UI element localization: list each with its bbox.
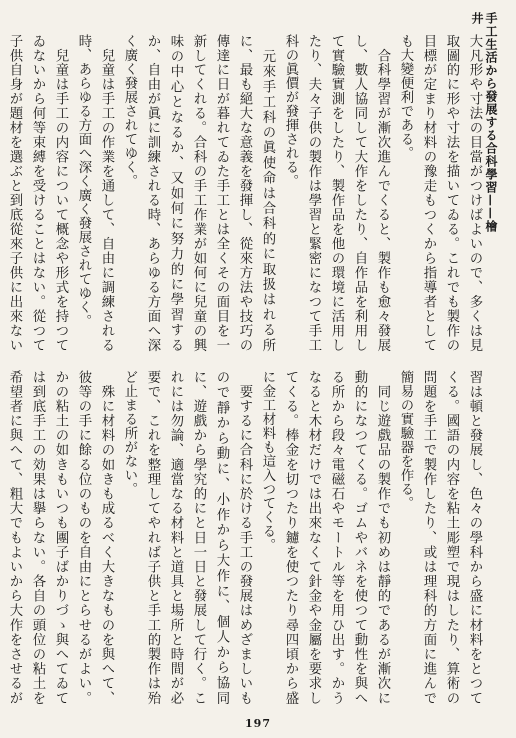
body-text-bottom: 習は頓と發展し、色々の學科から盛に材料をとつてくる。國語の内容を粘土彫塑で現はしたり、算術の問題を手工で製作したり、或は理科的方面に進んで簡易の實驗器を作る。 同じ遊戲品の製作でも初めは靜的であるが漸次に動的になつてくる。ゴムやバネを使つて動性を與へる所から段々電磁石やモートル等を用ひ出す。かうなると木材だけでは出來なくて針金や金屬を要求してくる。棒金を切つたり鑢を使つたり尋四頃から盛に金工材料も這入つてくる。 要するに合科に於ける手工の發展はめざましいもので靜から動に、小作から大作に、個人から協同に、遊戲から學究的にと日一日と發展して行く。これには勿論、適當なる材料と道具と場所と時間が必要で、これを整理してやれば子供と手工的製作は殆ど止まる所がない。 殊に材料の如きも成るべく大きなものを與へて、彼等の手に餘る位のものを自由にとらせるがよい。かの粘土の如きもいつも團子ばかりづゝ與へてゐては到底手工の効果は擧らない。各自の頭位の粘土を希望者に與へて、粗大でもよいから大作をさせるが (7, 370, 482, 705)
page-number: 197 (245, 717, 271, 730)
section-divider (22, 360, 500, 361)
running-header: 手工生活から發展する合科學習——檜井 (470, 12, 498, 233)
body-text-top: 大凡形や寸法の目當がつけばよいので、多くは見取圖的に形や寸法を描いてゐる。これでも製作の目標が定まり材料の豫走もつくから指導者としても大變便利である。 合科學習が漸次進んでくると、製作も愈々發展し、數人協同して大作をしたり、自作品を利用して實驗實測をしたり、製作品を他の環境に活用したり、夫々子供の製作は學習と緊密になつて手工科の眞價が發揮される。 元來手工科の眞使命は合科的に取扱はれる所に、最も絕大な意義を發揮し、從來方法や技巧の傳達に日が暮れてゐた手工とは全くその面目を一新してくれる。合科の手工作業が如何に兒童の興味の中心となるか、又如何に努力的に學習するか、自由が眞に訓練される時、あらゆる方面へ深く廣く發展されてゆく。 兒童は手工の作業を通して、自由に調練される時、あらゆる方面へ深く廣く發展されてゆく。 兒童は手工の内容について概念や形式を持つてゐないから何等束縛を受けることはない。從つて子供自身が題材を選ぶと到底從來子供に出來ない (7, 34, 482, 352)
